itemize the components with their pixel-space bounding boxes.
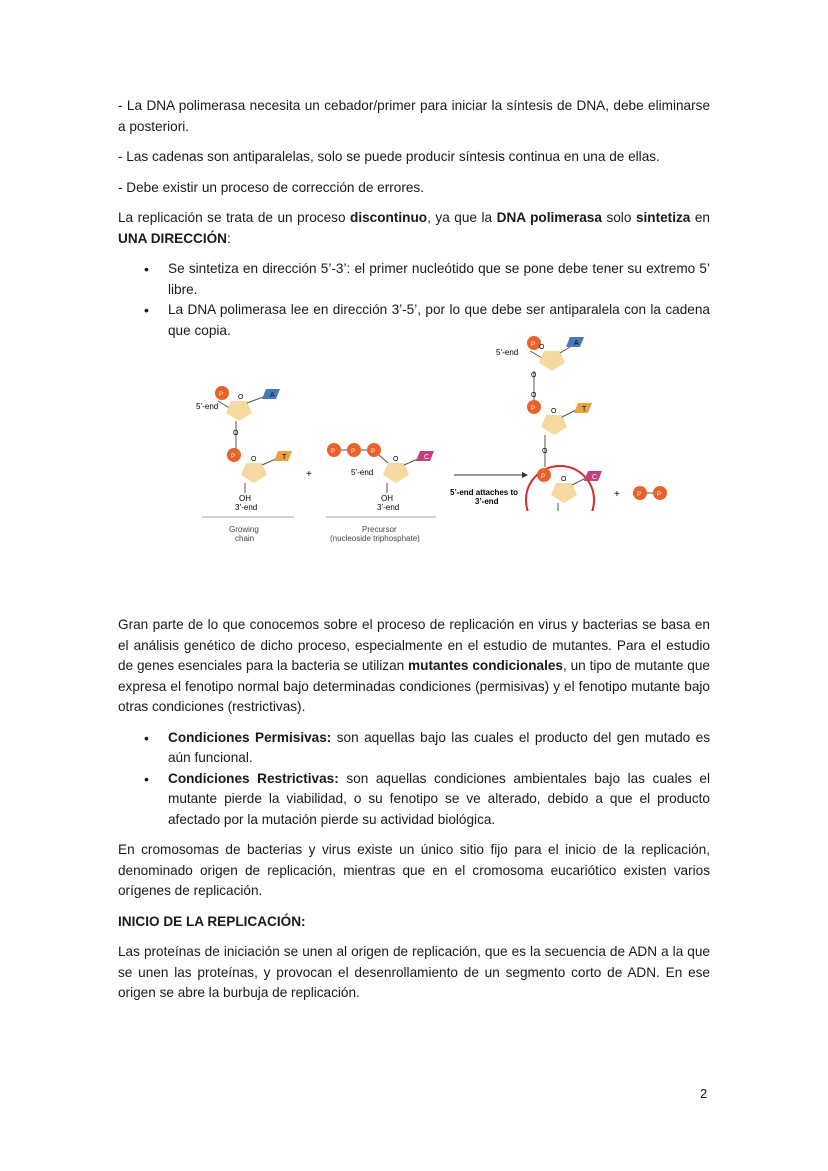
bold-term: Condiciones Restrictivas: bbox=[168, 770, 339, 786]
page-number: 2 bbox=[700, 1086, 708, 1101]
section-heading: INICIO DE LA REPLICACIÓN: bbox=[118, 913, 306, 929]
list-item bbox=[118, 728, 710, 769]
sugar-icon bbox=[541, 415, 567, 435]
base-label-c: C bbox=[592, 474, 598, 481]
product-diagram bbox=[118, 261, 710, 511]
paragraph-origin: En cromosomas de bacterias y virus existe un único sitio fijo para el inicio de la replicación, denominado origen de replicación, mientras que en el cromosoma eucariótico existen varios orígenes de replicación. bbox=[118, 842, 710, 898]
oxygen-label: O bbox=[251, 456, 257, 463]
oxygen-label: O bbox=[238, 394, 244, 401]
label-5-end: 5’-end bbox=[496, 348, 519, 357]
phosphate-label: P bbox=[531, 406, 536, 412]
caption-chain: chain bbox=[235, 534, 255, 543]
bold-sintetiza: sintetiza bbox=[635, 210, 691, 225]
bold-discontinuo: discontinuo bbox=[350, 210, 428, 225]
sugar-icon bbox=[539, 351, 565, 371]
phosphate-label: P bbox=[371, 449, 376, 455]
text-run: son aquellas condiciones ambientales bajo las cuales el mutante pierde la viabilidad, o su fenotipo se ve alterado, debido a que el producto afectado por la mutación pierde su actividad biológica. bbox=[168, 770, 710, 827]
oxygen-label: O bbox=[531, 392, 537, 399]
phosphate-label: P bbox=[351, 449, 356, 455]
phosphate-label: P bbox=[331, 449, 336, 455]
label-attaches: 5’-end attaches to bbox=[450, 488, 519, 497]
base-label-a: A bbox=[270, 392, 275, 399]
document-body bbox=[118, 96, 710, 1014]
bullet-list-conditions bbox=[118, 728, 710, 831]
paragraph-primer: - La DNA polimerasa necesita un cebador/primer para iniciar la síntesis de DNA, debe eliminarse a posteriori. bbox=[118, 98, 710, 134]
bold-mutantes-condicionales: mutantes condicionales bbox=[408, 658, 563, 673]
oh-label: OH bbox=[239, 494, 251, 503]
dna-synthesis-figure bbox=[118, 340, 710, 601]
caption-triphosphate: (nucleoside triphosphate) bbox=[330, 534, 420, 543]
text-run: solo bbox=[601, 210, 636, 225]
oxygen-label: O bbox=[233, 430, 239, 437]
paragraph-discontinuous bbox=[118, 208, 710, 249]
label-5-end: 5’-end bbox=[351, 468, 374, 477]
bold-dna-polimerasa: DNA polimerasa bbox=[496, 210, 602, 225]
text-run: : bbox=[227, 230, 231, 246]
text-run: , un tipo de mutante que expresa el fenotipo normal bajo determinadas condiciones (permisivas) y el fenotipo mutante bajo otras condiciones (restrictivas). bbox=[118, 658, 710, 714]
text-run: en bbox=[690, 210, 710, 225]
bold-term: Condiciones Permisivas: bbox=[168, 729, 332, 745]
text-run: La replicación se trata de un proceso bbox=[118, 210, 351, 225]
base-label-t: T bbox=[282, 454, 287, 461]
plus-sign: + bbox=[614, 489, 620, 500]
phosphate-label: P bbox=[219, 392, 224, 398]
phosphate-label: P bbox=[637, 492, 642, 498]
label-attaches-3-end: 3’-end bbox=[475, 497, 499, 506]
phosphate-label: P bbox=[531, 342, 536, 348]
sugar-icon bbox=[551, 483, 577, 503]
plus-sign: + bbox=[306, 469, 312, 480]
text-run: Gran parte de lo que conocemos sobre el proceso de replicación en virus y bacterias se basa en el análisis genético de dicho proceso, especialmente en el estudio de mutantes. Para el estudio de genes esenciales para la bacteria se utilizan bbox=[118, 617, 710, 673]
oxygen-label: O bbox=[561, 476, 567, 483]
caption-growing: Growing bbox=[229, 525, 259, 534]
label-3-end: 3’-end bbox=[377, 503, 400, 512]
base-label-c: C bbox=[424, 454, 430, 461]
bold-una-direccion: UNA DIRECCIÓN bbox=[118, 230, 228, 246]
base-label-t: T bbox=[582, 406, 587, 413]
caption-precursor: Precursor bbox=[362, 525, 397, 534]
paragraph-mutants bbox=[118, 615, 710, 718]
oh-label: OH bbox=[381, 494, 393, 503]
oxygen-label: O bbox=[539, 344, 545, 351]
text-run: son aquellas bajo las cuales el producto del gen mutado es aún funcional. bbox=[168, 729, 710, 765]
label-5-end: 5’-end bbox=[196, 402, 219, 411]
base-label-a: A bbox=[574, 340, 579, 347]
paragraph-initiation: Las proteínas de iniciación se unen al origen de replicación, que es la secuencia de ADN a la que se unen las proteínas, y provocan el desenrollamiento de un segmento corto de ADN. En ese origen se abre la burbuja de replicación. bbox=[118, 944, 710, 1000]
paragraph-antiparallel: - Las cadenas son antiparalelas, solo se puede producir síntesis continua en una de ellas. bbox=[118, 149, 660, 164]
oxygen-label: O bbox=[531, 372, 537, 379]
phosphate-label: P bbox=[541, 474, 546, 480]
list-item: • Se sintetiza en dirección 5’-3’: el primer nucleótido que se pone debe tener su extremo 5’ libre. bbox=[118, 259, 710, 300]
oxygen-label: O bbox=[551, 408, 557, 415]
paragraph-correction: - Debe existir un proceso de corrección de errores. bbox=[118, 179, 424, 195]
phosphate-label: P bbox=[231, 454, 236, 460]
oxygen-label: O bbox=[393, 456, 399, 463]
phosphate-label: P bbox=[657, 492, 662, 498]
label-3-end: 3’-end bbox=[235, 503, 258, 512]
list-item bbox=[118, 769, 710, 831]
list-item: • La DNA polimerasa lee en dirección 3’-5’, por lo que debe ser antiparalela con la cadena que copia. bbox=[118, 300, 710, 341]
oxygen-label: O bbox=[542, 448, 548, 455]
text-run: , ya que la bbox=[427, 210, 497, 225]
